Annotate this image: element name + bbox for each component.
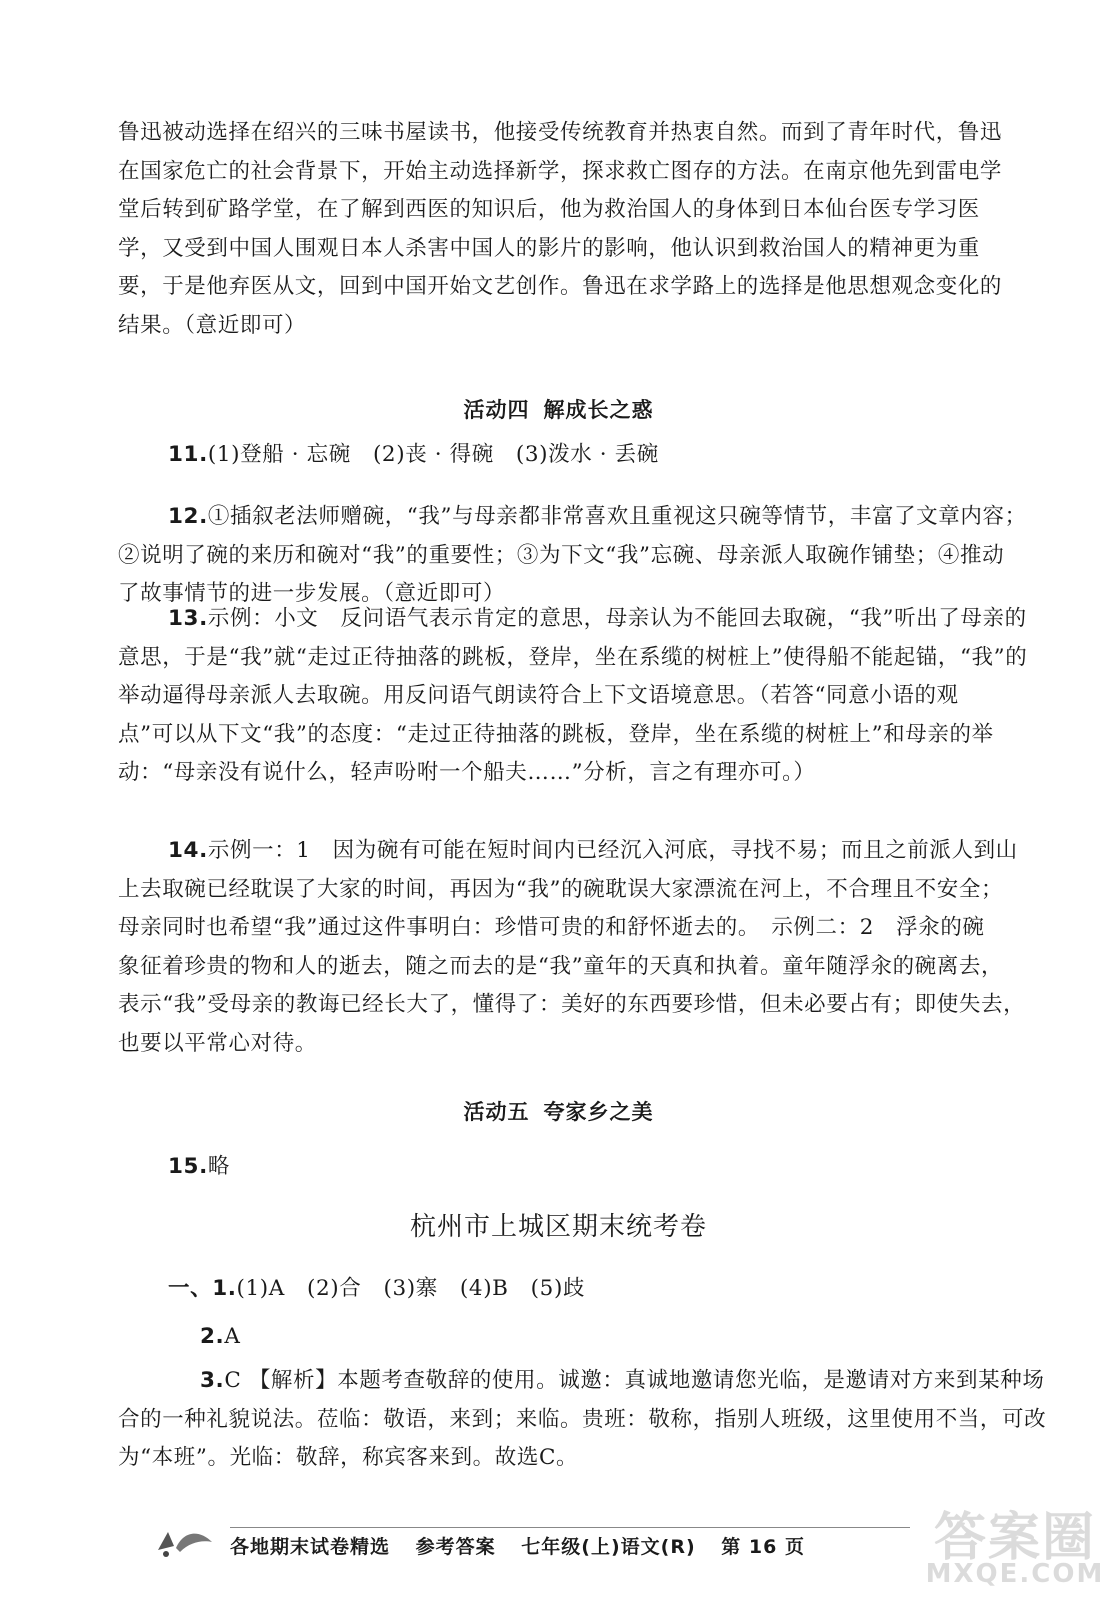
question-13 <box>118 600 1028 793</box>
part1-question-3 <box>118 1362 1047 1478</box>
answer-text: (1)A (2)合 (3)寨 (4)B (5)歧 <box>236 1276 586 1301</box>
footer-page-number: 第 16 页 <box>721 1536 805 1558</box>
answer-line: 表示“我”受母亲的教诲已经长大了，懂得了：美好的东西要珍惜，但未必要占有；即使失去， <box>118 992 1026 1018</box>
answer-line: 示例一：1 因为碗有可能在短时间内已经沉入河底，寻找不易；而且之前派人到山 <box>207 838 1018 863</box>
footer-section: 参考答案 <box>415 1536 496 1558</box>
answer-line: 点”可以从下文“我”的态度：“走过正待抽落的跳板，登岸，坐在系缆的树桩上”和母亲的举 <box>118 721 994 747</box>
question-15 <box>168 1148 1008 1187</box>
question-number: 2. <box>200 1324 225 1349</box>
question-number: 12. <box>168 504 208 529</box>
section-heading-5 <box>0 1096 1117 1126</box>
intro-line: 学，又受到中国人围观日本人杀害中国人的影片的影响，他认识到救治国人的精神更为重 <box>118 235 980 261</box>
question-11 <box>168 436 1008 475</box>
section-title: 夸家乡之美 <box>543 1100 654 1124</box>
question-12 <box>118 498 1027 614</box>
watermark-url: MXQE.COM <box>925 1559 1105 1589</box>
answer-line: 象征着珍贵的物和人的逝去，随之而去的是“我”童年的天真和执着。童年随浮汆的碗离去， <box>118 953 1004 979</box>
footer-divider <box>230 1527 910 1528</box>
part1-question-2 <box>200 1318 1008 1357</box>
answer-line: 动：“母亲没有说什么，轻声吩咐一个船夫……”分析，言之有理亦可。） <box>118 760 816 786</box>
exam-title: 杭州市上城区期末统考卷 <box>409 1212 707 1242</box>
answer-line: C 【解析】本题考查敬辞的使用。诚邀：真诚地邀请您光临，是邀请对方来到某种场 <box>224 1368 1045 1393</box>
answer-line: 示例：小文 反问语气表示肯定的意思，母亲认为不能回去取碗，“我”听出了母亲的 <box>207 606 1027 631</box>
answer-line: 也要以平常心对待。 <box>118 1030 317 1056</box>
answer-line: 举动逼得母亲派人去取碗。用反问语气朗读符合上下文语境意思。（若答“同意小语的观 <box>118 683 959 709</box>
answer-text: A <box>224 1324 241 1349</box>
intro-paragraph <box>118 114 1008 346</box>
intro-line: 在国家危亡的社会背景下，开始主动选择新学，探求救亡图存的方法。在南京他先到雷电学 <box>118 158 1003 184</box>
answer-line: 合的一种礼貌说法。莅临：敬语，来到；来临。贵班：敬称，指别人班级，这里使用不当，可改 <box>118 1406 1047 1432</box>
answer-line: ②说明了碗的来历和碗对“我”的重要性；③为下文“我”忘碗、母亲派人取碗作铺垫；④推动 <box>118 542 1005 568</box>
watermark-logo <box>925 1495 1105 1595</box>
question-number: 一、1. <box>168 1276 237 1301</box>
footer-grade: 七年级(上)语文(R) <box>521 1536 696 1558</box>
page-footer <box>230 1532 823 1559</box>
answer-line: 上去取碗已经耽误了大家的时间，再因为“我”的碗耽误大家漂流在河上，不合理且不安全； <box>118 876 1004 902</box>
answer-line: 为“本班”。光临：敬辞，称宾客来到。故选C。 <box>118 1445 579 1471</box>
part1-question-1 <box>168 1270 1008 1309</box>
answer-line: 母亲同时也希望“我”通过这件事明白：珍惜可贵的和舒怀逝去的。 示例二：2 浮汆的碗 <box>118 915 985 941</box>
intro-line: 结果。（意近即可） <box>118 312 307 338</box>
section-title: 解成长之惑 <box>543 398 654 422</box>
question-14 <box>118 832 1026 1064</box>
question-number: 3. <box>200 1368 225 1393</box>
answer-text: (1)登船 · 忘碗 (2)丧 · 得碗 (3)泼水 · 丢碗 <box>207 442 659 467</box>
answer-line: 了故事情节的进一步发展。（意近即可） <box>118 581 506 607</box>
answer-line: ①插叙老法师赠碗，“我”与母亲都非常喜欢且重视这只碗等情节，丰富了文章内容； <box>207 504 1027 529</box>
intro-line: 鲁迅被动选择在绍兴的三味书屋读书，他接受传统教育并热衷自然。而到了青年时代，鲁迅 <box>118 120 1003 145</box>
answer-text: 略 <box>207 1154 230 1179</box>
section-label: 活动四 <box>463 398 530 422</box>
question-number: 15. <box>168 1154 208 1179</box>
section-label: 活动五 <box>463 1100 530 1124</box>
question-number: 14. <box>168 838 208 863</box>
section-heading-4 <box>0 394 1117 424</box>
question-number: 11. <box>168 442 208 467</box>
answer-line: 意思，于是“我”就“走过正待抽落的跳板，登岸，坐在系缆的树桩上”使得船不能起锚，“我”的 <box>118 644 1028 670</box>
book-logo-icon <box>150 1520 220 1560</box>
intro-line: 堂后转到矿路学堂，在了解到西医的知识后，他为救治国人的身体到日本仙台医专学习医 <box>118 197 980 223</box>
intro-line: 要，于是他弃医从文，回到中国开始文艺创作。鲁迅在求学路上的选择是他思想观念变化的 <box>118 274 1003 300</box>
question-number: 13. <box>168 606 208 631</box>
footer-book-title: 各地期末试卷精选 <box>230 1536 391 1558</box>
watermark-text: 答案圈 <box>933 1508 1096 1568</box>
